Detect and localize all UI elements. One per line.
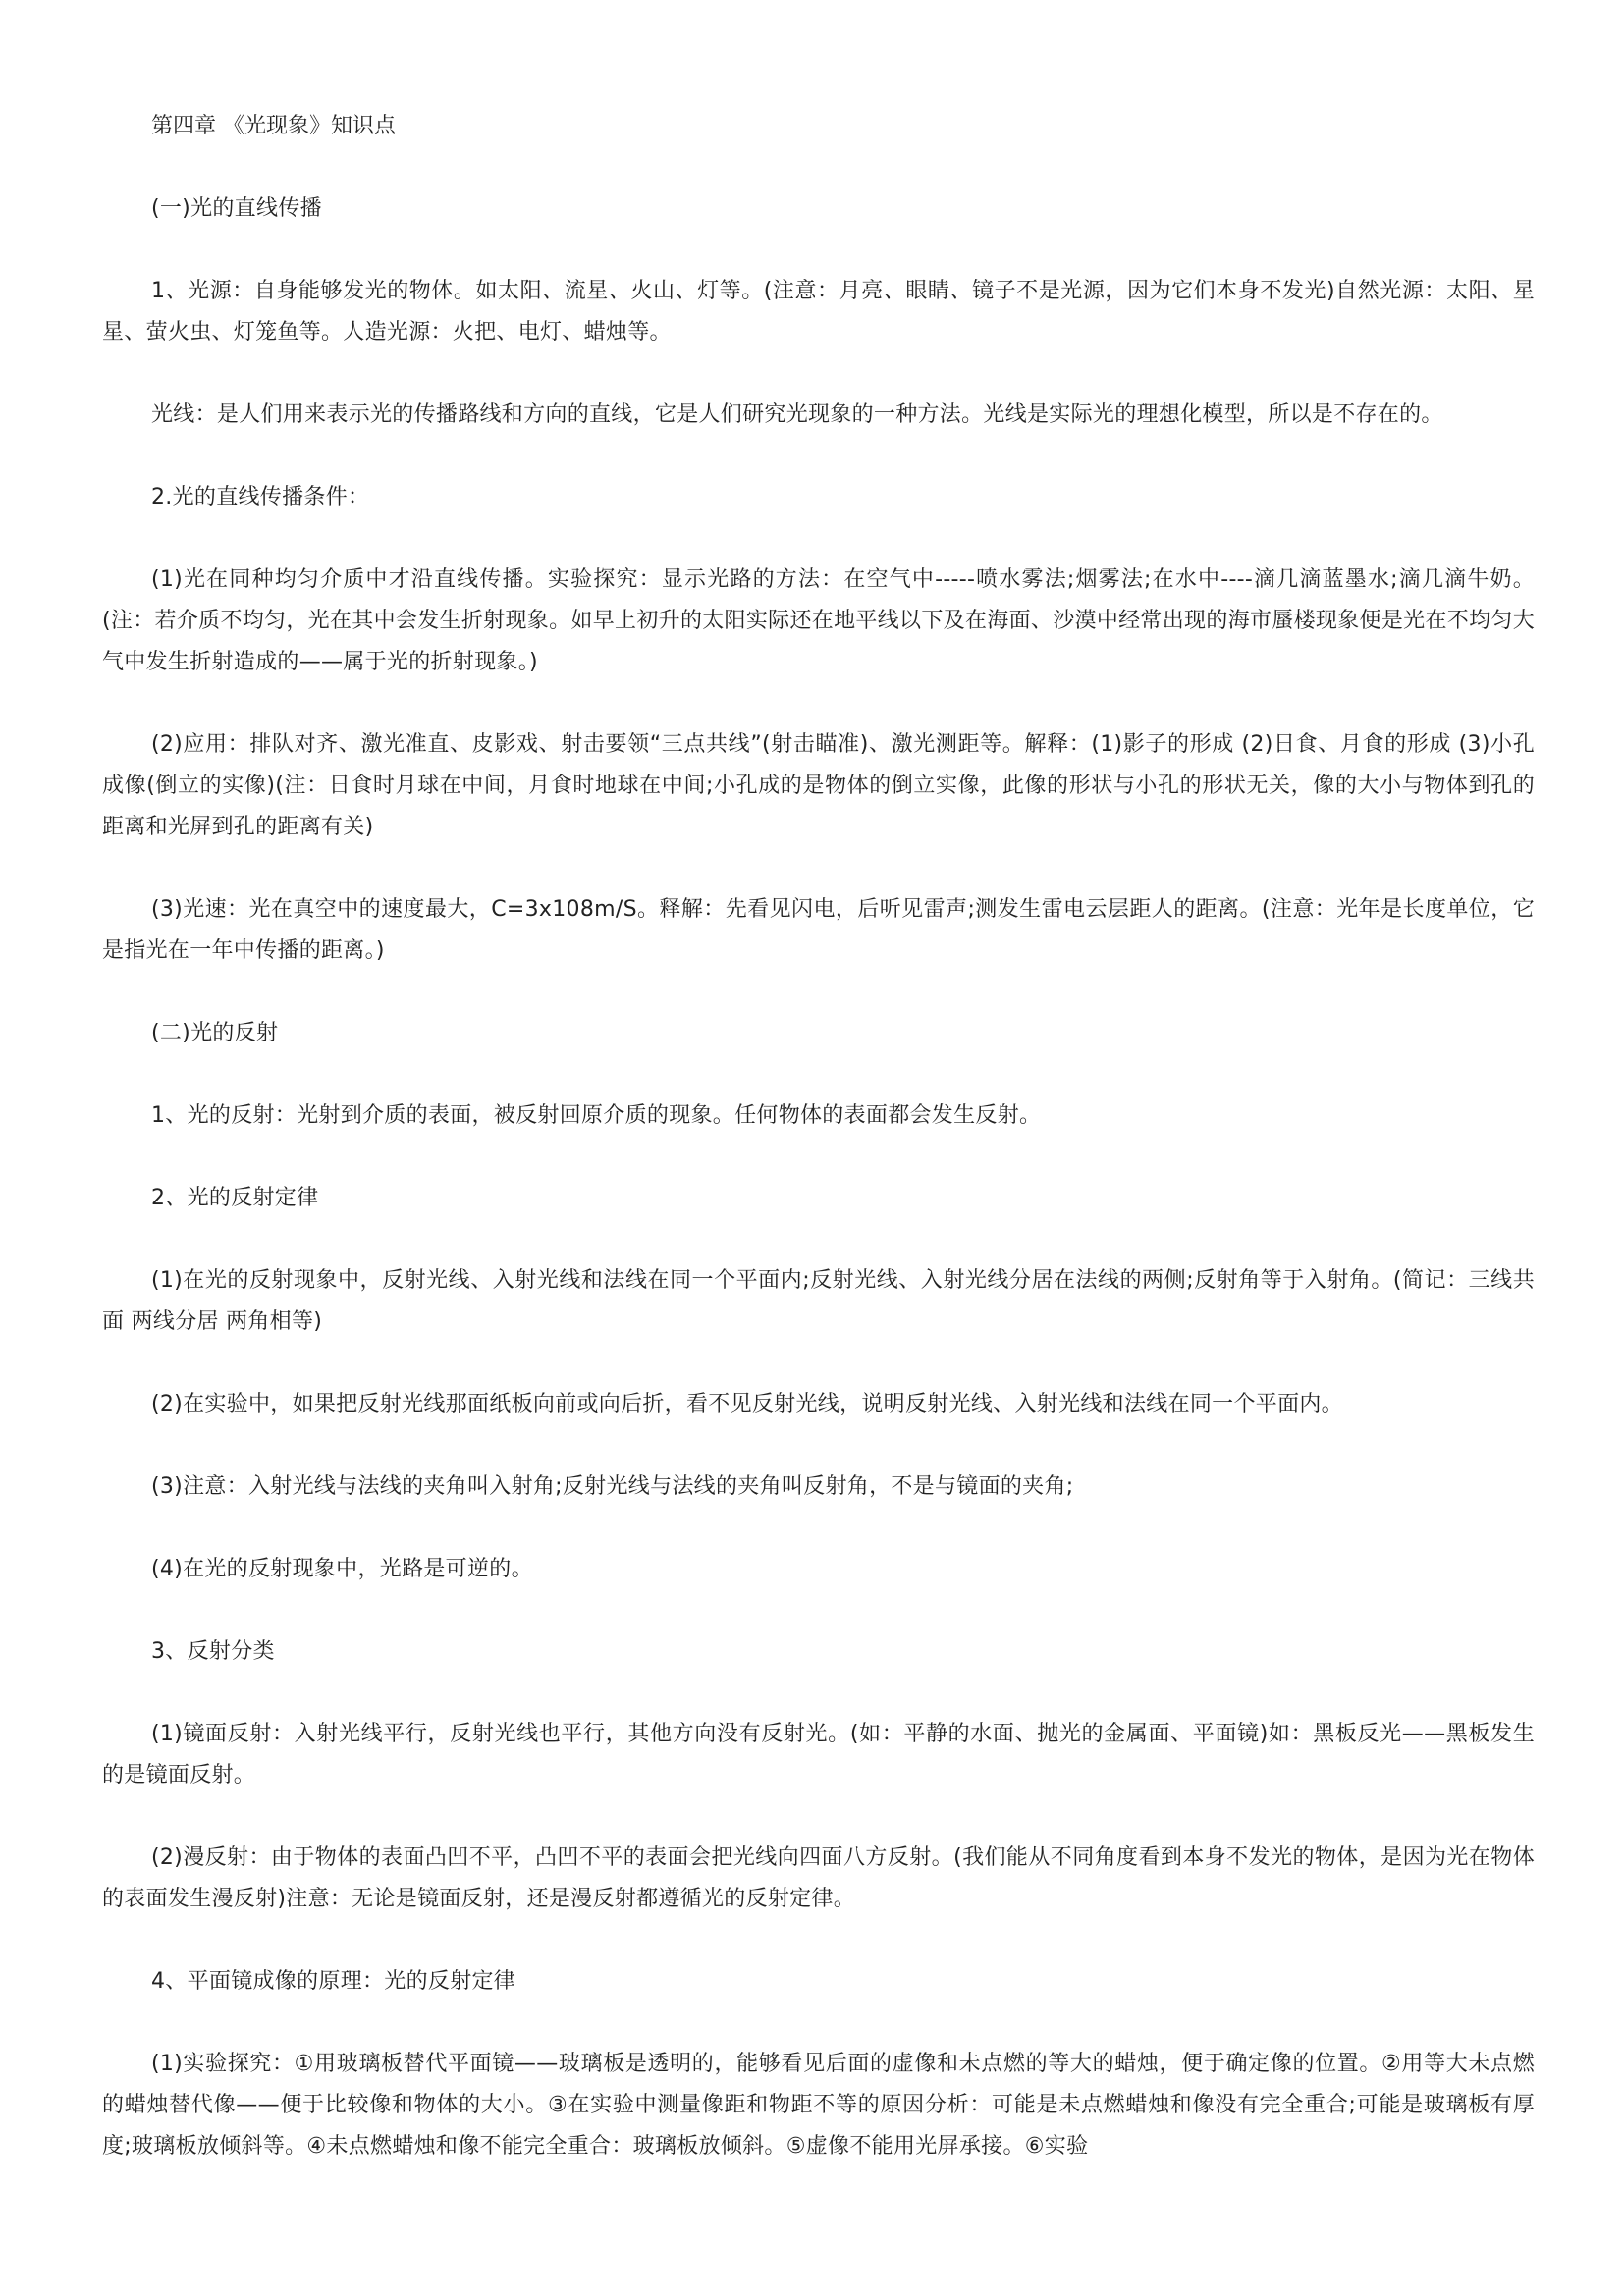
paragraph-reflection-law-1: (1)在光的反射现象中，反射光线、入射光线和法线在同一个平面内;反射光线、入射光线分居在法线的两侧;反射角等于入射角。(简记：三线共面 两线分居 两角相等) bbox=[102, 1268, 1535, 1334]
section-heading-1: (一)光的直线传播 bbox=[151, 196, 322, 221]
paragraph-light-ray: 光线：是人们用来表示光的传播路线和方向的直线，它是人们研究光现象的一种方法。光线是实际光的理想化模型，所以是不存在的。 bbox=[151, 402, 1443, 427]
paragraph-condition-heading: 2.光的直线传播条件： bbox=[151, 485, 370, 509]
paragraph-diffuse-reflection: (2)漫反射：由于物体的表面凸凹不平，凸凹不平的表面会把光线向四面八方反射。(我们能从不同角度看到本身不发光的物体，是因为光在物体的表面发生漫反射)注意：无论是镜面反射，还是漫反射都遵循光的反射定律。 bbox=[102, 1845, 1535, 1911]
paragraph-condition-1: (1)光在同种均匀介质中才沿直线传播。实验探究：显示光路的方法：在空气中-----喷水雾法;烟雾法;在水中----滴几滴蓝墨水;滴几滴牛奶。(注：若介质不均匀，光在其中会发生折射现象。如早上初升的太阳实际还在地平线以下及在海面、沙漠中经常出现的海市蜃楼现象便是光在不均匀大气中发生折射造成的——属于光的折射现象。) bbox=[102, 567, 1535, 674]
section-heading-2: (二)光的反射 bbox=[151, 1021, 279, 1045]
paragraph-reflection-types-heading: 3、反射分类 bbox=[151, 1639, 275, 1664]
paragraph-plane-mirror-heading: 4、平面镜成像的原理：光的反射定律 bbox=[151, 1969, 516, 1994]
paragraph-reflection-law-2: (2)在实验中，如果把反射光线那面纸板向前或向后折，看不见反射光线，说明反射光线、入射光线和法线在同一个平面内。 bbox=[151, 1392, 1343, 1416]
paragraph-specular-reflection: (1)镜面反射：入射光线平行，反射光线也平行，其他方向没有反射光。(如：平静的水面、抛光的金属面、平面镜)如：黑板反光——黑板发生的是镜面反射。 bbox=[102, 1722, 1535, 1788]
paragraph-reflection-def: 1、光的反射：光射到介质的表面，被反射回原介质的现象。任何物体的表面都会发生反射。 bbox=[151, 1103, 1042, 1128]
document-title: 第四章 《光现象》知识点 bbox=[151, 114, 396, 138]
paragraph-reflection-law-3: (3)注意：入射光线与法线的夹角叫入射角;反射光线与法线的夹角叫反射角，不是与镜面的夹角; bbox=[151, 1474, 1074, 1499]
paragraph-light-speed: (3)光速：光在真空中的速度最大，C=3x108m/S。释解：先看见闪电，后听见雷声;测发生雷电云层距人的距离。(注意：光年是长度单位，它是指光在一年中传播的距离。) bbox=[102, 897, 1535, 963]
paragraph-reflection-law-heading: 2、光的反射定律 bbox=[151, 1186, 319, 1210]
paragraph-light-source: 1、光源：自身能够发光的物体。如太阳、流星、火山、灯等。(注意：月亮、眼睛、镜子不是光源，因为它们本身不发光)自然光源：太阳、星星、萤火虫、灯笼鱼等。人造光源：火把、电灯、蜡烛等。 bbox=[102, 279, 1535, 345]
paragraph-plane-mirror-experiment: (1)实验探究：①用玻璃板替代平面镜——玻璃板是透明的，能够看见后面的虚像和未点燃的等大的蜡烛，便于确定像的位置。②用等大未点燃的蜡烛替代像——便于比较像和物体的大小。③在实验中测量像距和物距不等的原因分析：可能是未点燃蜡烛和像没有完全重合;可能是玻璃板有厚度;玻璃板放倾斜等。④未点燃蜡烛和像不能完全重合：玻璃板放倾斜。⑤虚像不能用光屏承接。⑥实验 bbox=[102, 2052, 1535, 2159]
paragraph-reflection-law-4: (4)在光的反射现象中，光路是可逆的。 bbox=[151, 1557, 533, 1581]
paragraph-application: (2)应用：排队对齐、激光准直、皮影戏、射击要领“三点共线”(射击瞄准)、激光测距等。解释：(1)影子的形成 (2)日食、月食的形成 (3)小孔成像(倒立的实像)(注：日食时月球在中间，月食时地球在中间;小孔成的是物体的倒立实像，此像的形状与小孔的形状无关，像的大小与物体到孔的距离和光屏到孔的距离有关) bbox=[102, 732, 1535, 839]
